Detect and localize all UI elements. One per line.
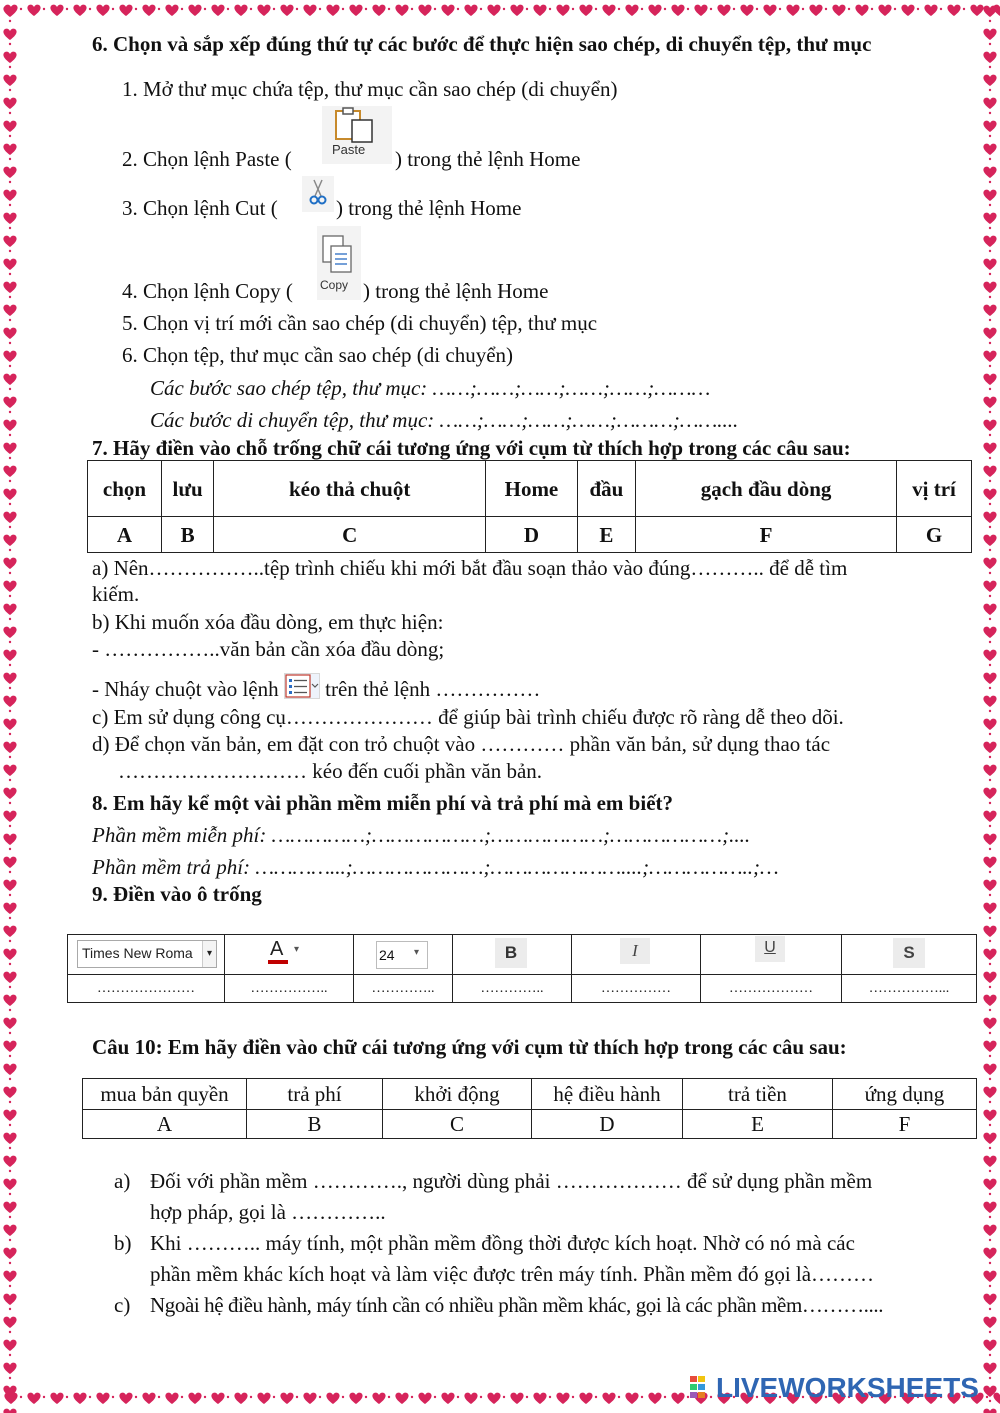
bold-icon: B bbox=[495, 938, 527, 968]
q7-a-line1[interactable]: a) Nên……………..tệp trình chiếu khi mới bắt đầu soạn thảo vào đúng……….. để dễ tìm bbox=[92, 556, 848, 580]
q10-a-label: a) bbox=[114, 1169, 131, 1193]
q7-title: 7. Hãy điền vào chỗ trống chữ cái tương ứng với cụm từ thích hợp trong các câu sau: bbox=[92, 436, 851, 460]
q7-term: vị trí bbox=[896, 461, 971, 517]
q6-step-2 bbox=[122, 147, 292, 172]
copy-icon-label: Copy bbox=[320, 278, 349, 292]
q10-letter: F bbox=[833, 1110, 977, 1139]
chevron-down-icon: ▾ bbox=[294, 944, 300, 955]
q8-free-software[interactable]: Phần mềm miễn phí: ……………;………………;………………;………………;.... bbox=[92, 823, 751, 847]
q7-letter: F bbox=[636, 517, 897, 553]
q10-letter: B bbox=[247, 1110, 383, 1139]
q10-a-line1[interactable]: Đối với phần mềm …………., người dùng phải ……………… để sử dụng phần mềm bbox=[150, 1169, 873, 1193]
q7-term: Home bbox=[486, 461, 578, 517]
q10-term: hệ điều hành bbox=[532, 1079, 683, 1110]
font-color-icon bbox=[266, 938, 310, 966]
q7-term-row bbox=[88, 461, 972, 517]
q10-c-line1[interactable]: Ngoài hệ điều hành, máy tính cần có nhiều phần mềm khác, gọi là các phần mềm……….... bbox=[150, 1293, 884, 1317]
italic-icon: I bbox=[620, 938, 650, 964]
q6-step-4: 4. Chọn lệnh Copy ( bbox=[122, 279, 293, 303]
q7-term: kéo thả chuột bbox=[214, 461, 486, 517]
q7-term: chọn bbox=[88, 461, 162, 517]
font-name-value: Times New Roma bbox=[82, 945, 193, 961]
q9-blank[interactable]: ……………... bbox=[842, 975, 977, 1003]
heart-border-top bbox=[0, 0, 1000, 20]
q10-c-label: c) bbox=[114, 1293, 131, 1317]
q10-letter: E bbox=[683, 1110, 833, 1139]
q10-b-label: b) bbox=[114, 1231, 132, 1255]
q10-letter: C bbox=[383, 1110, 532, 1139]
q9-blank[interactable]: …………… bbox=[572, 975, 701, 1003]
font-name-dropdown bbox=[77, 940, 217, 968]
q7-b-line2[interactable]: - ……………..văn bản cần xóa đầu dòng; bbox=[92, 637, 445, 661]
q9-blank[interactable]: ………………… bbox=[68, 975, 225, 1003]
q6-step-4-rest: ) trong thẻ lệnh Home bbox=[363, 279, 549, 303]
font-color-bar bbox=[268, 960, 288, 964]
font-size-value: 24 bbox=[379, 947, 395, 963]
q7-a-line2: kiếm. bbox=[92, 582, 140, 606]
q6-step-5: 5. Chọn vị trí mới cần sao chép (di chuyển) tệp, thư mục bbox=[122, 311, 598, 335]
q10-title: Câu 10: Em hãy điền vào chữ cái tương ứng với cụm từ thích hợp trong các câu sau: bbox=[92, 1035, 847, 1059]
q9-blank-row bbox=[68, 975, 977, 1003]
q7-term-table bbox=[87, 460, 972, 553]
q7-d-line2[interactable]: ……………………… kéo đến cuối phần văn bản. bbox=[118, 759, 543, 783]
q6-answer-copy[interactable]: Các bước sao chép tệp, thư mục: ……;……;……;……;……;……… bbox=[150, 376, 711, 400]
q10-term: khởi động bbox=[383, 1079, 532, 1110]
q7-term: lưu bbox=[162, 461, 214, 517]
cut-icon bbox=[302, 176, 334, 212]
q7-letter-row bbox=[88, 517, 972, 553]
q7-letter: B bbox=[162, 517, 214, 553]
q6-title: 6. Chọn và sắp xếp đúng thứ tự các bước để thực hiện sao chép, di chuyển tệp, thư mục bbox=[92, 32, 872, 56]
font-size-dropdown bbox=[376, 941, 428, 969]
q7-letter: G bbox=[896, 517, 971, 553]
q10-letter: A bbox=[83, 1110, 247, 1139]
q7-b-line3-start: - Nháy chuột vào lệnh bbox=[92, 677, 279, 701]
q9-title: 9. Điền vào ô trống bbox=[92, 882, 262, 906]
q7-b-line3 bbox=[92, 677, 540, 704]
q7-term: đầu bbox=[577, 461, 635, 517]
heart-border-right bbox=[980, 0, 1000, 1413]
copy-icon bbox=[317, 226, 361, 300]
q6-answer-move[interactable]: Các bước di chuyển tệp, thư mục: ……;……;……;……;………;…….... bbox=[150, 408, 739, 432]
q6-step-2-rest: ) trong thẻ lệnh Home bbox=[395, 147, 581, 171]
q10-term: mua bản quyền bbox=[83, 1079, 247, 1110]
q10-letter-row bbox=[83, 1110, 977, 1139]
liveworksheets-logo-icon bbox=[690, 1376, 714, 1398]
q10-letter: D bbox=[532, 1110, 683, 1139]
q9-blank[interactable]: ……………… bbox=[701, 975, 842, 1003]
chevron-down-icon: ▾ bbox=[202, 941, 216, 967]
paste-icon-label: Paste bbox=[332, 142, 366, 157]
chevron-down-icon: ▾ bbox=[414, 947, 420, 958]
q7-b-line1: b) Khi muốn xóa đầu dòng, em thực hiện: bbox=[92, 610, 444, 634]
heart-border-left bbox=[0, 0, 20, 1413]
q10-term-table bbox=[82, 1078, 977, 1139]
q7-letter: C bbox=[214, 517, 486, 553]
q6-step-1: 1. Mở thư mục chứa tệp, thư mục cần sao chép (di chuyển) bbox=[122, 77, 618, 101]
q7-letter: E bbox=[577, 517, 635, 553]
q6-step-6: 6. Chọn tệp, thư mục cần sao chép (di chuyển) bbox=[122, 343, 514, 367]
q10-b-line1[interactable]: Khi ……….. máy tính, một phần mềm đồng thời được kích hoạt. Nhờ có nó mà các bbox=[150, 1231, 855, 1255]
q6-step-2-label: 2. Chọn lệnh Paste ( bbox=[122, 147, 292, 171]
q10-term: trả tiền bbox=[683, 1079, 833, 1110]
q8-title: 8. Em hãy kể một vài phần mềm miễn phí và trả phí mà em biết? bbox=[92, 791, 674, 815]
font-color-letter: A bbox=[270, 938, 284, 960]
q6-step-3-rest: ) trong thẻ lệnh Home bbox=[336, 196, 522, 220]
liveworksheets-watermark: LIVEWORKSHEETS bbox=[716, 1372, 979, 1403]
q10-b-line2[interactable]: phần mềm khác kích hoạt và làm việc được trên máy tính. Phần mềm đó gọi là……… bbox=[150, 1262, 875, 1286]
q9-blank[interactable]: ………….. bbox=[354, 975, 453, 1003]
q10-term: ứng dụng bbox=[833, 1079, 977, 1110]
q10-a-line2[interactable]: hợp pháp, gọi là ………….. bbox=[150, 1200, 386, 1224]
paste-icon bbox=[322, 106, 392, 164]
q7-letter: A bbox=[88, 517, 162, 553]
q7-c-line[interactable]: c) Em sử dụng công cụ………………… để giúp bài trình chiếu được rõ ràng dễ theo dõi. bbox=[92, 705, 844, 729]
q7-term: gạch đầu dòng bbox=[636, 461, 897, 517]
q7-b-line3-end[interactable]: trên thẻ lệnh …………… bbox=[325, 677, 541, 701]
q9-blank[interactable]: ………….. bbox=[453, 975, 572, 1003]
q10-term: trả phí bbox=[247, 1079, 383, 1110]
q7-d-line1[interactable]: d) Để chọn văn bản, em đặt con trỏ chuột vào ………… phần văn bản, sử dụng thao tác bbox=[92, 732, 831, 756]
underline-icon: U bbox=[755, 936, 785, 962]
q6-step-3: 3. Chọn lệnh Cut ( bbox=[122, 196, 278, 220]
q8-paid-software[interactable]: Phần mềm trả phí: …………...;…………………;…………………....;……………..;… bbox=[92, 855, 779, 879]
q7-letter: D bbox=[486, 517, 578, 553]
q10-term-row bbox=[83, 1079, 977, 1110]
strikethrough-icon: S bbox=[893, 938, 925, 968]
bullets-icon bbox=[284, 673, 320, 699]
q9-blank[interactable]: …………….. bbox=[225, 975, 354, 1003]
